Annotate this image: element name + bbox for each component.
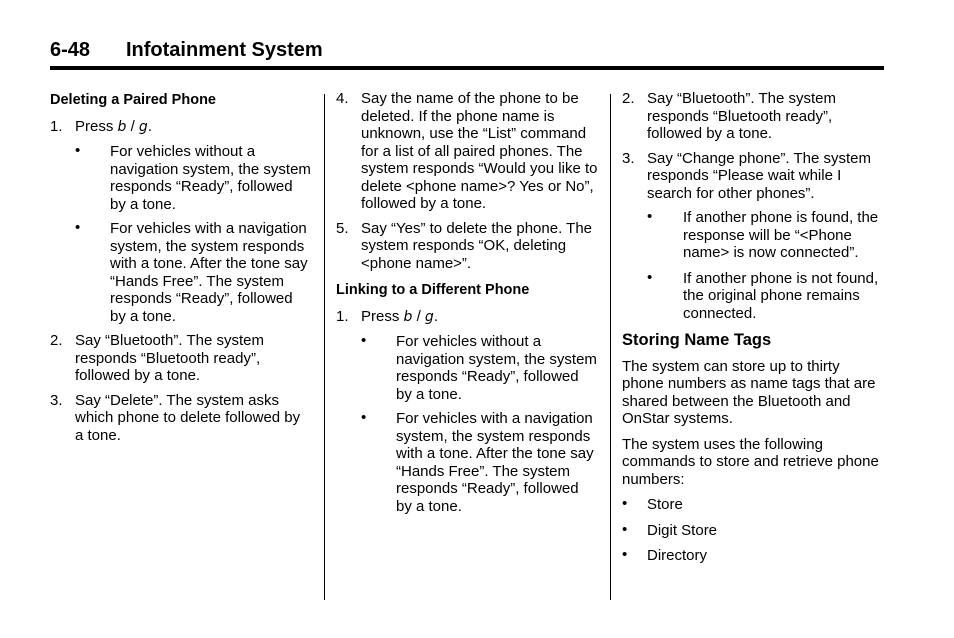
voice-button-icon: g bbox=[138, 118, 148, 135]
step-number: 1. bbox=[336, 307, 349, 325]
icon-separator: / bbox=[412, 307, 425, 325]
phone-button-icon: b bbox=[403, 308, 413, 325]
column-divider-1 bbox=[324, 94, 325, 600]
step-number: 3. bbox=[622, 149, 635, 167]
bullet-text: If another phone is not found, the original phone remains connected. bbox=[683, 269, 879, 322]
step-5 bbox=[336, 220, 598, 273]
step-3 bbox=[622, 150, 884, 203]
list-item bbox=[336, 410, 598, 515]
step-text: Say “Delete”. The system asks which phone to delete followed by a tone. bbox=[75, 391, 301, 444]
bullet: • bbox=[622, 495, 628, 512]
step-number: 1. bbox=[50, 117, 63, 135]
step-3 bbox=[50, 392, 312, 445]
column-3 bbox=[622, 90, 884, 573]
bullet: • bbox=[622, 520, 628, 538]
page-header bbox=[50, 38, 884, 70]
step-text: Say “Bluetooth”. The system responds “Bluetooth ready”, followed by a tone. bbox=[647, 90, 836, 142]
page-number: 6-48 bbox=[50, 39, 91, 61]
bullet: • bbox=[75, 219, 81, 236]
step-text: Say the name of the phone to be deleted. If the phone name is unknown, use the “List” command for a list of all paired phones. The system responds “Would you like to delete <phone name>? Yes or No”, followed by a tone. bbox=[361, 90, 598, 212]
list-item bbox=[336, 333, 598, 403]
bullet: • bbox=[647, 208, 653, 225]
step-text: Say “Change phone”. The system responds “Please wait while I search for other phones”. bbox=[647, 149, 872, 202]
step-number: 3. bbox=[50, 391, 63, 409]
bullet: • bbox=[647, 268, 653, 286]
list-item bbox=[622, 496, 884, 514]
section-title: Infotainment System bbox=[126, 39, 323, 61]
list-item bbox=[622, 547, 884, 565]
step-2 bbox=[50, 332, 312, 385]
heading-linking-different-phone: Linking to a Different Phone bbox=[336, 282, 530, 298]
bullet: • bbox=[361, 332, 367, 349]
command-text: Store bbox=[647, 496, 683, 513]
voice-button-icon: g bbox=[424, 308, 434, 325]
step-text: Say “Bluetooth”. The system responds “Bluetooth ready”, followed by a tone. bbox=[75, 332, 264, 384]
bullet: • bbox=[622, 546, 628, 563]
column-divider-2 bbox=[610, 94, 611, 600]
icon-separator: / bbox=[126, 117, 139, 135]
paragraph: The system can store up to thirty phone numbers as name tags that are shared between the Bluetooth and OnStar systems. bbox=[622, 357, 876, 427]
step-number: 4. bbox=[336, 90, 349, 107]
step-number: 2. bbox=[50, 332, 63, 349]
paragraph: The system uses the following commands to store and retrieve phone numbers: bbox=[622, 435, 879, 488]
bullet: • bbox=[361, 409, 367, 426]
bullet: • bbox=[75, 142, 81, 159]
list-item bbox=[622, 270, 884, 323]
step-text-end: . bbox=[147, 117, 152, 135]
heading-storing-name-tags: Storing Name Tags bbox=[622, 331, 772, 349]
step-2 bbox=[622, 90, 884, 143]
bullet-text: If another phone is found, the response will be “<Phone name> is now connected”. bbox=[683, 209, 879, 261]
step-text: Press bbox=[75, 117, 118, 135]
phone-button-icon: b bbox=[117, 118, 127, 135]
bullet-text: For vehicles with a navigation system, the system responds with a tone. After the tone say “Hands Free”. The system responds “Ready”, followed by a tone. bbox=[396, 410, 594, 515]
heading-deleting-paired-phone: Deleting a Paired Phone bbox=[50, 92, 216, 108]
bullet-text: For vehicles with a navigation system, the system responds with a tone. After the tone say “Hands Free”. The system responds “Ready”, followed by a tone. bbox=[110, 220, 308, 325]
list-item bbox=[50, 220, 312, 325]
step-text: Say “Yes” to delete the phone. The system responds “OK, deleting <phone name>”. bbox=[361, 219, 592, 272]
step-number: 2. bbox=[622, 90, 635, 107]
bullet-text: For vehicles without a navigation system, the system responds “Ready”, followed by a tone. bbox=[110, 143, 311, 213]
step-text-end: . bbox=[433, 307, 438, 325]
list-item bbox=[622, 209, 884, 262]
step-1 bbox=[50, 118, 312, 137]
list-item bbox=[50, 143, 312, 213]
column-2 bbox=[336, 90, 598, 522]
list-item bbox=[622, 522, 884, 540]
step-text: Press bbox=[361, 307, 404, 325]
step-number: 5. bbox=[336, 219, 349, 237]
step-4 bbox=[336, 90, 598, 213]
command-text: Digit Store bbox=[647, 521, 718, 539]
step-1 bbox=[336, 308, 598, 327]
command-text: Directory bbox=[647, 547, 708, 564]
bullet-text: For vehicles without a navigation system, the system responds “Ready”, followed by a tone. bbox=[396, 333, 597, 403]
column-1 bbox=[50, 90, 312, 451]
